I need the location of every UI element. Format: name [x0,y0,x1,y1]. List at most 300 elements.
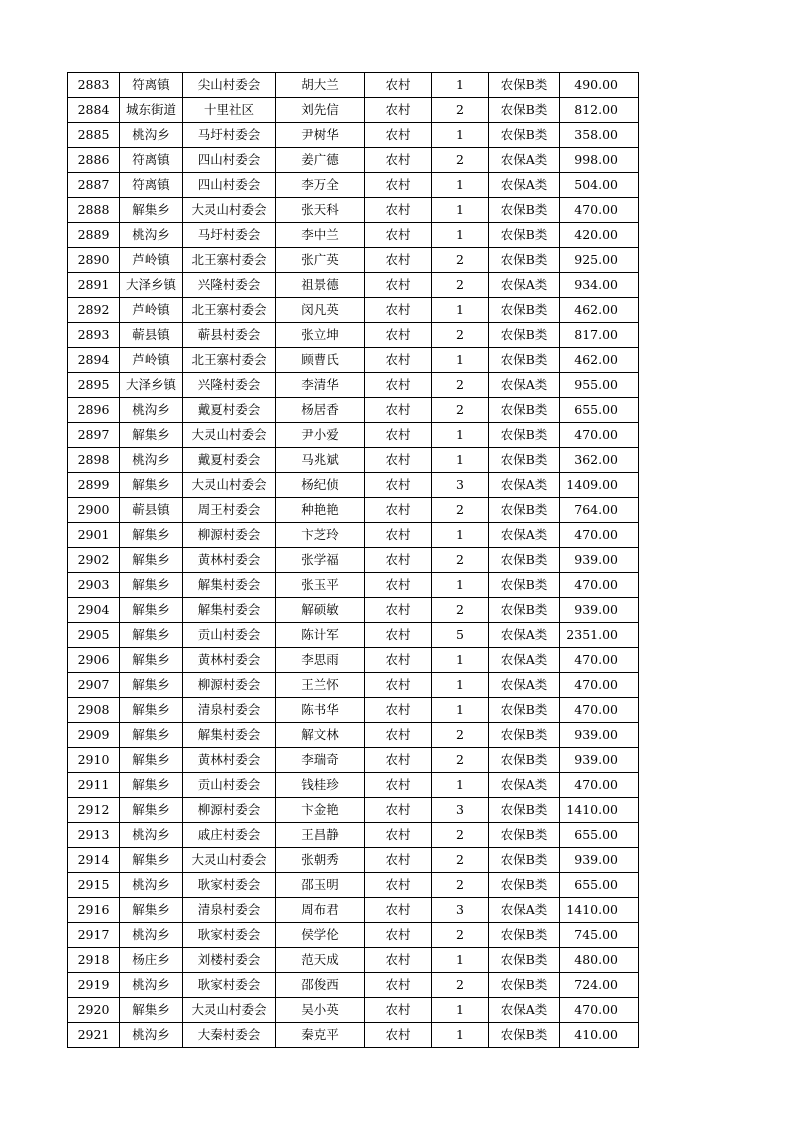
town-cell: 桃沟乡 [120,823,183,848]
category-cell: 农保B类 [489,73,560,98]
amount-cell: 955.00 [560,373,639,398]
category-cell: 农保B类 [489,98,560,123]
amount-cell: 358.00 [560,123,639,148]
member-count-cell: 2 [432,373,489,398]
member-count-cell: 2 [432,148,489,173]
member-count-cell: 2 [432,548,489,573]
town-cell: 蕲县镇 [120,323,183,348]
table-row [68,248,639,273]
category-cell: 农保A类 [489,898,560,923]
household-type-cell: 农村 [365,73,432,98]
household-type-cell: 农村 [365,373,432,398]
member-count-cell: 3 [432,798,489,823]
person-name-cell: 尹树华 [276,123,365,148]
record-number: 2892 [68,298,120,323]
household-type-cell: 农村 [365,748,432,773]
record-number: 2898 [68,448,120,473]
record-number: 2884 [68,98,120,123]
category-cell: 农保B类 [489,748,560,773]
record-number: 2893 [68,323,120,348]
record-number: 2891 [68,273,120,298]
village-cell: 解集村委会 [183,598,276,623]
record-number: 2886 [68,148,120,173]
village-cell: 马圩村委会 [183,223,276,248]
record-number: 2897 [68,423,120,448]
table-row [68,423,639,448]
town-cell: 桃沟乡 [120,223,183,248]
table-row [68,123,639,148]
household-type-cell: 农村 [365,623,432,648]
member-count-cell: 1 [432,948,489,973]
village-cell: 马圩村委会 [183,123,276,148]
member-count-cell: 5 [432,623,489,648]
category-cell: 农保B类 [489,1023,560,1048]
amount-cell: 462.00 [560,298,639,323]
person-name-cell: 张广英 [276,248,365,273]
household-type-cell: 农村 [365,848,432,873]
person-name-cell: 祖景德 [276,273,365,298]
person-name-cell: 李清华 [276,373,365,398]
town-cell: 桃沟乡 [120,1023,183,1048]
amount-cell: 939.00 [560,748,639,773]
table-row [68,448,639,473]
village-cell: 耿家村委会 [183,873,276,898]
person-name-cell: 闵凡英 [276,298,365,323]
household-type-cell: 农村 [365,273,432,298]
household-type-cell: 农村 [365,123,432,148]
town-cell: 解集乡 [120,198,183,223]
town-cell: 杨庄乡 [120,948,183,973]
person-name-cell: 王兰怀 [276,673,365,698]
person-name-cell: 陈书华 [276,698,365,723]
member-count-cell: 1 [432,523,489,548]
member-count-cell: 1 [432,423,489,448]
household-type-cell: 农村 [365,598,432,623]
table-row [68,623,639,648]
household-type-cell: 农村 [365,973,432,998]
member-count-cell: 1 [432,998,489,1023]
record-number: 2913 [68,823,120,848]
village-cell: 贡山村委会 [183,623,276,648]
member-count-cell: 1 [432,123,489,148]
household-type-cell: 农村 [365,948,432,973]
member-count-cell: 2 [432,873,489,898]
member-count-cell: 1 [432,573,489,598]
person-name-cell: 种艳艳 [276,498,365,523]
table-row [68,873,639,898]
table-row [68,723,639,748]
household-type-cell: 农村 [365,773,432,798]
record-number: 2888 [68,198,120,223]
member-count-cell: 1 [432,448,489,473]
person-name-cell: 姜广德 [276,148,365,173]
member-count-cell: 2 [432,398,489,423]
household-type-cell: 农村 [365,648,432,673]
amount-cell: 1410.00 [560,798,639,823]
household-type-cell: 农村 [365,998,432,1023]
amount-cell: 812.00 [560,98,639,123]
amount-cell: 470.00 [560,198,639,223]
record-number: 2920 [68,998,120,1023]
table-row [68,373,639,398]
category-cell: 农保B类 [489,448,560,473]
table-row [68,473,639,498]
table-row [68,323,639,348]
member-count-cell: 3 [432,473,489,498]
town-cell: 芦岭镇 [120,298,183,323]
household-type-cell: 农村 [365,798,432,823]
record-number: 2918 [68,948,120,973]
category-cell: 农保B类 [489,248,560,273]
category-cell: 农保B类 [489,548,560,573]
town-cell: 大泽乡镇 [120,373,183,398]
record-number: 2909 [68,723,120,748]
category-cell: 农保B类 [489,298,560,323]
category-cell: 农保A类 [489,523,560,548]
town-cell: 桃沟乡 [120,123,183,148]
category-cell: 农保B类 [489,123,560,148]
village-cell: 耿家村委会 [183,973,276,998]
amount-cell: 1409.00 [560,473,639,498]
member-count-cell: 2 [432,848,489,873]
category-cell: 农保B类 [489,398,560,423]
table-row [68,923,639,948]
person-name-cell: 吴小英 [276,998,365,1023]
village-cell: 柳源村委会 [183,673,276,698]
category-cell: 农保A类 [489,473,560,498]
member-count-cell: 1 [432,1023,489,1048]
household-type-cell: 农村 [365,498,432,523]
person-name-cell: 李思雨 [276,648,365,673]
category-cell: 农保B类 [489,923,560,948]
person-name-cell: 李万全 [276,173,365,198]
table-row [68,598,639,623]
household-type-cell: 农村 [365,198,432,223]
town-cell: 符离镇 [120,173,183,198]
table-row [68,98,639,123]
table-row [68,1023,639,1048]
person-name-cell: 邵俊西 [276,973,365,998]
category-cell: 农保A类 [489,173,560,198]
amount-cell: 925.00 [560,248,639,273]
town-cell: 解集乡 [120,473,183,498]
category-cell: 农保B类 [489,948,560,973]
table-row [68,748,639,773]
table-row [68,148,639,173]
record-number: 2906 [68,648,120,673]
town-cell: 解集乡 [120,698,183,723]
category-cell: 农保A类 [489,998,560,1023]
town-cell: 解集乡 [120,648,183,673]
household-type-cell: 农村 [365,898,432,923]
town-cell: 解集乡 [120,723,183,748]
member-count-cell: 1 [432,348,489,373]
record-number: 2894 [68,348,120,373]
village-cell: 周王村委会 [183,498,276,523]
person-name-cell: 胡大兰 [276,73,365,98]
person-name-cell: 侯学伦 [276,923,365,948]
amount-cell: 490.00 [560,73,639,98]
person-name-cell: 顾曹氏 [276,348,365,373]
amount-cell: 817.00 [560,323,639,348]
household-type-cell: 农村 [365,248,432,273]
table-row [68,198,639,223]
table-row [68,523,639,548]
table-row [68,973,639,998]
table-row [68,398,639,423]
town-cell: 解集乡 [120,798,183,823]
town-cell: 解集乡 [120,523,183,548]
amount-cell: 939.00 [560,848,639,873]
member-count-cell: 1 [432,198,489,223]
town-cell: 解集乡 [120,748,183,773]
village-cell: 黄林村委会 [183,648,276,673]
member-count-cell: 2 [432,973,489,998]
village-cell: 兴隆村委会 [183,273,276,298]
amount-cell: 504.00 [560,173,639,198]
town-cell: 大泽乡镇 [120,273,183,298]
person-name-cell: 周布君 [276,898,365,923]
town-cell: 解集乡 [120,423,183,448]
village-cell: 北王寨村委会 [183,248,276,273]
member-count-cell: 2 [432,598,489,623]
person-name-cell: 范天成 [276,948,365,973]
village-cell: 北王寨村委会 [183,298,276,323]
amount-cell: 462.00 [560,348,639,373]
amount-cell: 480.00 [560,948,639,973]
person-name-cell: 卞芝玲 [276,523,365,548]
records-table [67,72,639,1048]
record-number: 2889 [68,223,120,248]
category-cell: 农保B类 [489,848,560,873]
person-name-cell: 王昌静 [276,823,365,848]
category-cell: 农保A类 [489,773,560,798]
household-type-cell: 农村 [365,523,432,548]
member-count-cell: 2 [432,823,489,848]
household-type-cell: 农村 [365,473,432,498]
village-cell: 大灵山村委会 [183,473,276,498]
amount-cell: 470.00 [560,523,639,548]
table-row [68,223,639,248]
person-name-cell: 李中兰 [276,223,365,248]
table-row [68,898,639,923]
town-cell: 解集乡 [120,548,183,573]
household-type-cell: 农村 [365,448,432,473]
amount-cell: 470.00 [560,698,639,723]
category-cell: 农保B类 [489,598,560,623]
person-name-cell: 解文林 [276,723,365,748]
record-number: 2917 [68,923,120,948]
person-name-cell: 杨居香 [276,398,365,423]
category-cell: 农保A类 [489,673,560,698]
person-name-cell: 李瑞奇 [276,748,365,773]
member-count-cell: 2 [432,748,489,773]
member-count-cell: 1 [432,673,489,698]
record-number: 2902 [68,548,120,573]
category-cell: 农保B类 [489,698,560,723]
person-name-cell: 尹小爱 [276,423,365,448]
table-row [68,73,639,98]
amount-cell: 764.00 [560,498,639,523]
person-name-cell: 张天科 [276,198,365,223]
household-type-cell: 农村 [365,823,432,848]
table-row [68,848,639,873]
household-type-cell: 农村 [365,223,432,248]
table-row [68,698,639,723]
person-name-cell: 杨纪侦 [276,473,365,498]
amount-cell: 655.00 [560,873,639,898]
amount-cell: 998.00 [560,148,639,173]
village-cell: 戴夏村委会 [183,448,276,473]
town-cell: 桃沟乡 [120,923,183,948]
town-cell: 符离镇 [120,148,183,173]
household-type-cell: 农村 [365,548,432,573]
town-cell: 解集乡 [120,623,183,648]
record-number: 2887 [68,173,120,198]
category-cell: 农保B类 [489,223,560,248]
category-cell: 农保B类 [489,823,560,848]
person-name-cell: 张玉平 [276,573,365,598]
amount-cell: 655.00 [560,398,639,423]
record-number: 2883 [68,73,120,98]
table-row [68,948,639,973]
amount-cell: 420.00 [560,223,639,248]
member-count-cell: 2 [432,498,489,523]
table-row [68,298,639,323]
record-number: 2905 [68,623,120,648]
household-type-cell: 农村 [365,398,432,423]
table-row [68,648,639,673]
amount-cell: 2351.00 [560,623,639,648]
household-type-cell: 农村 [365,98,432,123]
table-row [68,573,639,598]
member-count-cell: 1 [432,298,489,323]
town-cell: 芦岭镇 [120,348,183,373]
village-cell: 兴隆村委会 [183,373,276,398]
member-count-cell: 1 [432,698,489,723]
household-type-cell: 农村 [365,348,432,373]
record-number: 2910 [68,748,120,773]
member-count-cell: 1 [432,773,489,798]
village-cell: 大秦村委会 [183,1023,276,1048]
record-number: 2885 [68,123,120,148]
records-table-body [68,73,639,1048]
town-cell: 解集乡 [120,598,183,623]
member-count-cell: 2 [432,248,489,273]
person-name-cell: 解硕敏 [276,598,365,623]
person-name-cell: 刘先信 [276,98,365,123]
member-count-cell: 2 [432,273,489,298]
village-cell: 蕲县村委会 [183,323,276,348]
person-name-cell: 张学福 [276,548,365,573]
record-number: 2901 [68,523,120,548]
table-row [68,998,639,1023]
category-cell: 农保A类 [489,648,560,673]
household-type-cell: 农村 [365,923,432,948]
household-type-cell: 农村 [365,573,432,598]
village-cell: 黄林村委会 [183,548,276,573]
village-cell: 大灵山村委会 [183,423,276,448]
record-number: 2907 [68,673,120,698]
village-cell: 刘楼村委会 [183,948,276,973]
amount-cell: 934.00 [560,273,639,298]
category-cell: 农保B类 [489,573,560,598]
member-count-cell: 2 [432,723,489,748]
village-cell: 清泉村委会 [183,698,276,723]
town-cell: 蕲县镇 [120,498,183,523]
town-cell: 芦岭镇 [120,248,183,273]
household-type-cell: 农村 [365,423,432,448]
table-row [68,173,639,198]
table-row [68,773,639,798]
town-cell: 桃沟乡 [120,873,183,898]
category-cell: 农保A类 [489,148,560,173]
amount-cell: 939.00 [560,548,639,573]
town-cell: 解集乡 [120,773,183,798]
person-name-cell: 卞金艳 [276,798,365,823]
category-cell: 农保B类 [489,198,560,223]
village-cell: 柳源村委会 [183,798,276,823]
record-number: 2911 [68,773,120,798]
category-cell: 农保A类 [489,623,560,648]
town-cell: 解集乡 [120,998,183,1023]
member-count-cell: 2 [432,323,489,348]
member-count-cell: 2 [432,923,489,948]
category-cell: 农保B类 [489,973,560,998]
town-cell: 解集乡 [120,573,183,598]
member-count-cell: 1 [432,173,489,198]
person-name-cell: 马兆斌 [276,448,365,473]
household-type-cell: 农村 [365,1023,432,1048]
category-cell: 农保B类 [489,498,560,523]
village-cell: 戚庄村委会 [183,823,276,848]
member-count-cell: 1 [432,648,489,673]
village-cell: 大灵山村委会 [183,998,276,1023]
category-cell: 农保A类 [489,273,560,298]
category-cell: 农保A类 [489,373,560,398]
village-cell: 戴夏村委会 [183,398,276,423]
household-type-cell: 农村 [365,323,432,348]
record-number: 2915 [68,873,120,898]
amount-cell: 655.00 [560,823,639,848]
village-cell: 柳源村委会 [183,523,276,548]
category-cell: 农保B类 [489,723,560,748]
record-number: 2890 [68,248,120,273]
town-cell: 解集乡 [120,898,183,923]
record-number: 2921 [68,1023,120,1048]
village-cell: 解集村委会 [183,723,276,748]
member-count-cell: 2 [432,98,489,123]
village-cell: 清泉村委会 [183,898,276,923]
table-row [68,548,639,573]
town-cell: 桃沟乡 [120,398,183,423]
amount-cell: 745.00 [560,923,639,948]
household-type-cell: 农村 [365,298,432,323]
town-cell: 城东街道 [120,98,183,123]
member-count-cell: 1 [432,73,489,98]
village-cell: 四山村委会 [183,148,276,173]
record-number: 2896 [68,398,120,423]
amount-cell: 470.00 [560,648,639,673]
category-cell: 农保B类 [489,798,560,823]
table-row [68,273,639,298]
table-row [68,673,639,698]
record-number: 2904 [68,598,120,623]
amount-cell: 939.00 [560,598,639,623]
category-cell: 农保B类 [489,323,560,348]
household-type-cell: 农村 [365,873,432,898]
amount-cell: 1410.00 [560,898,639,923]
